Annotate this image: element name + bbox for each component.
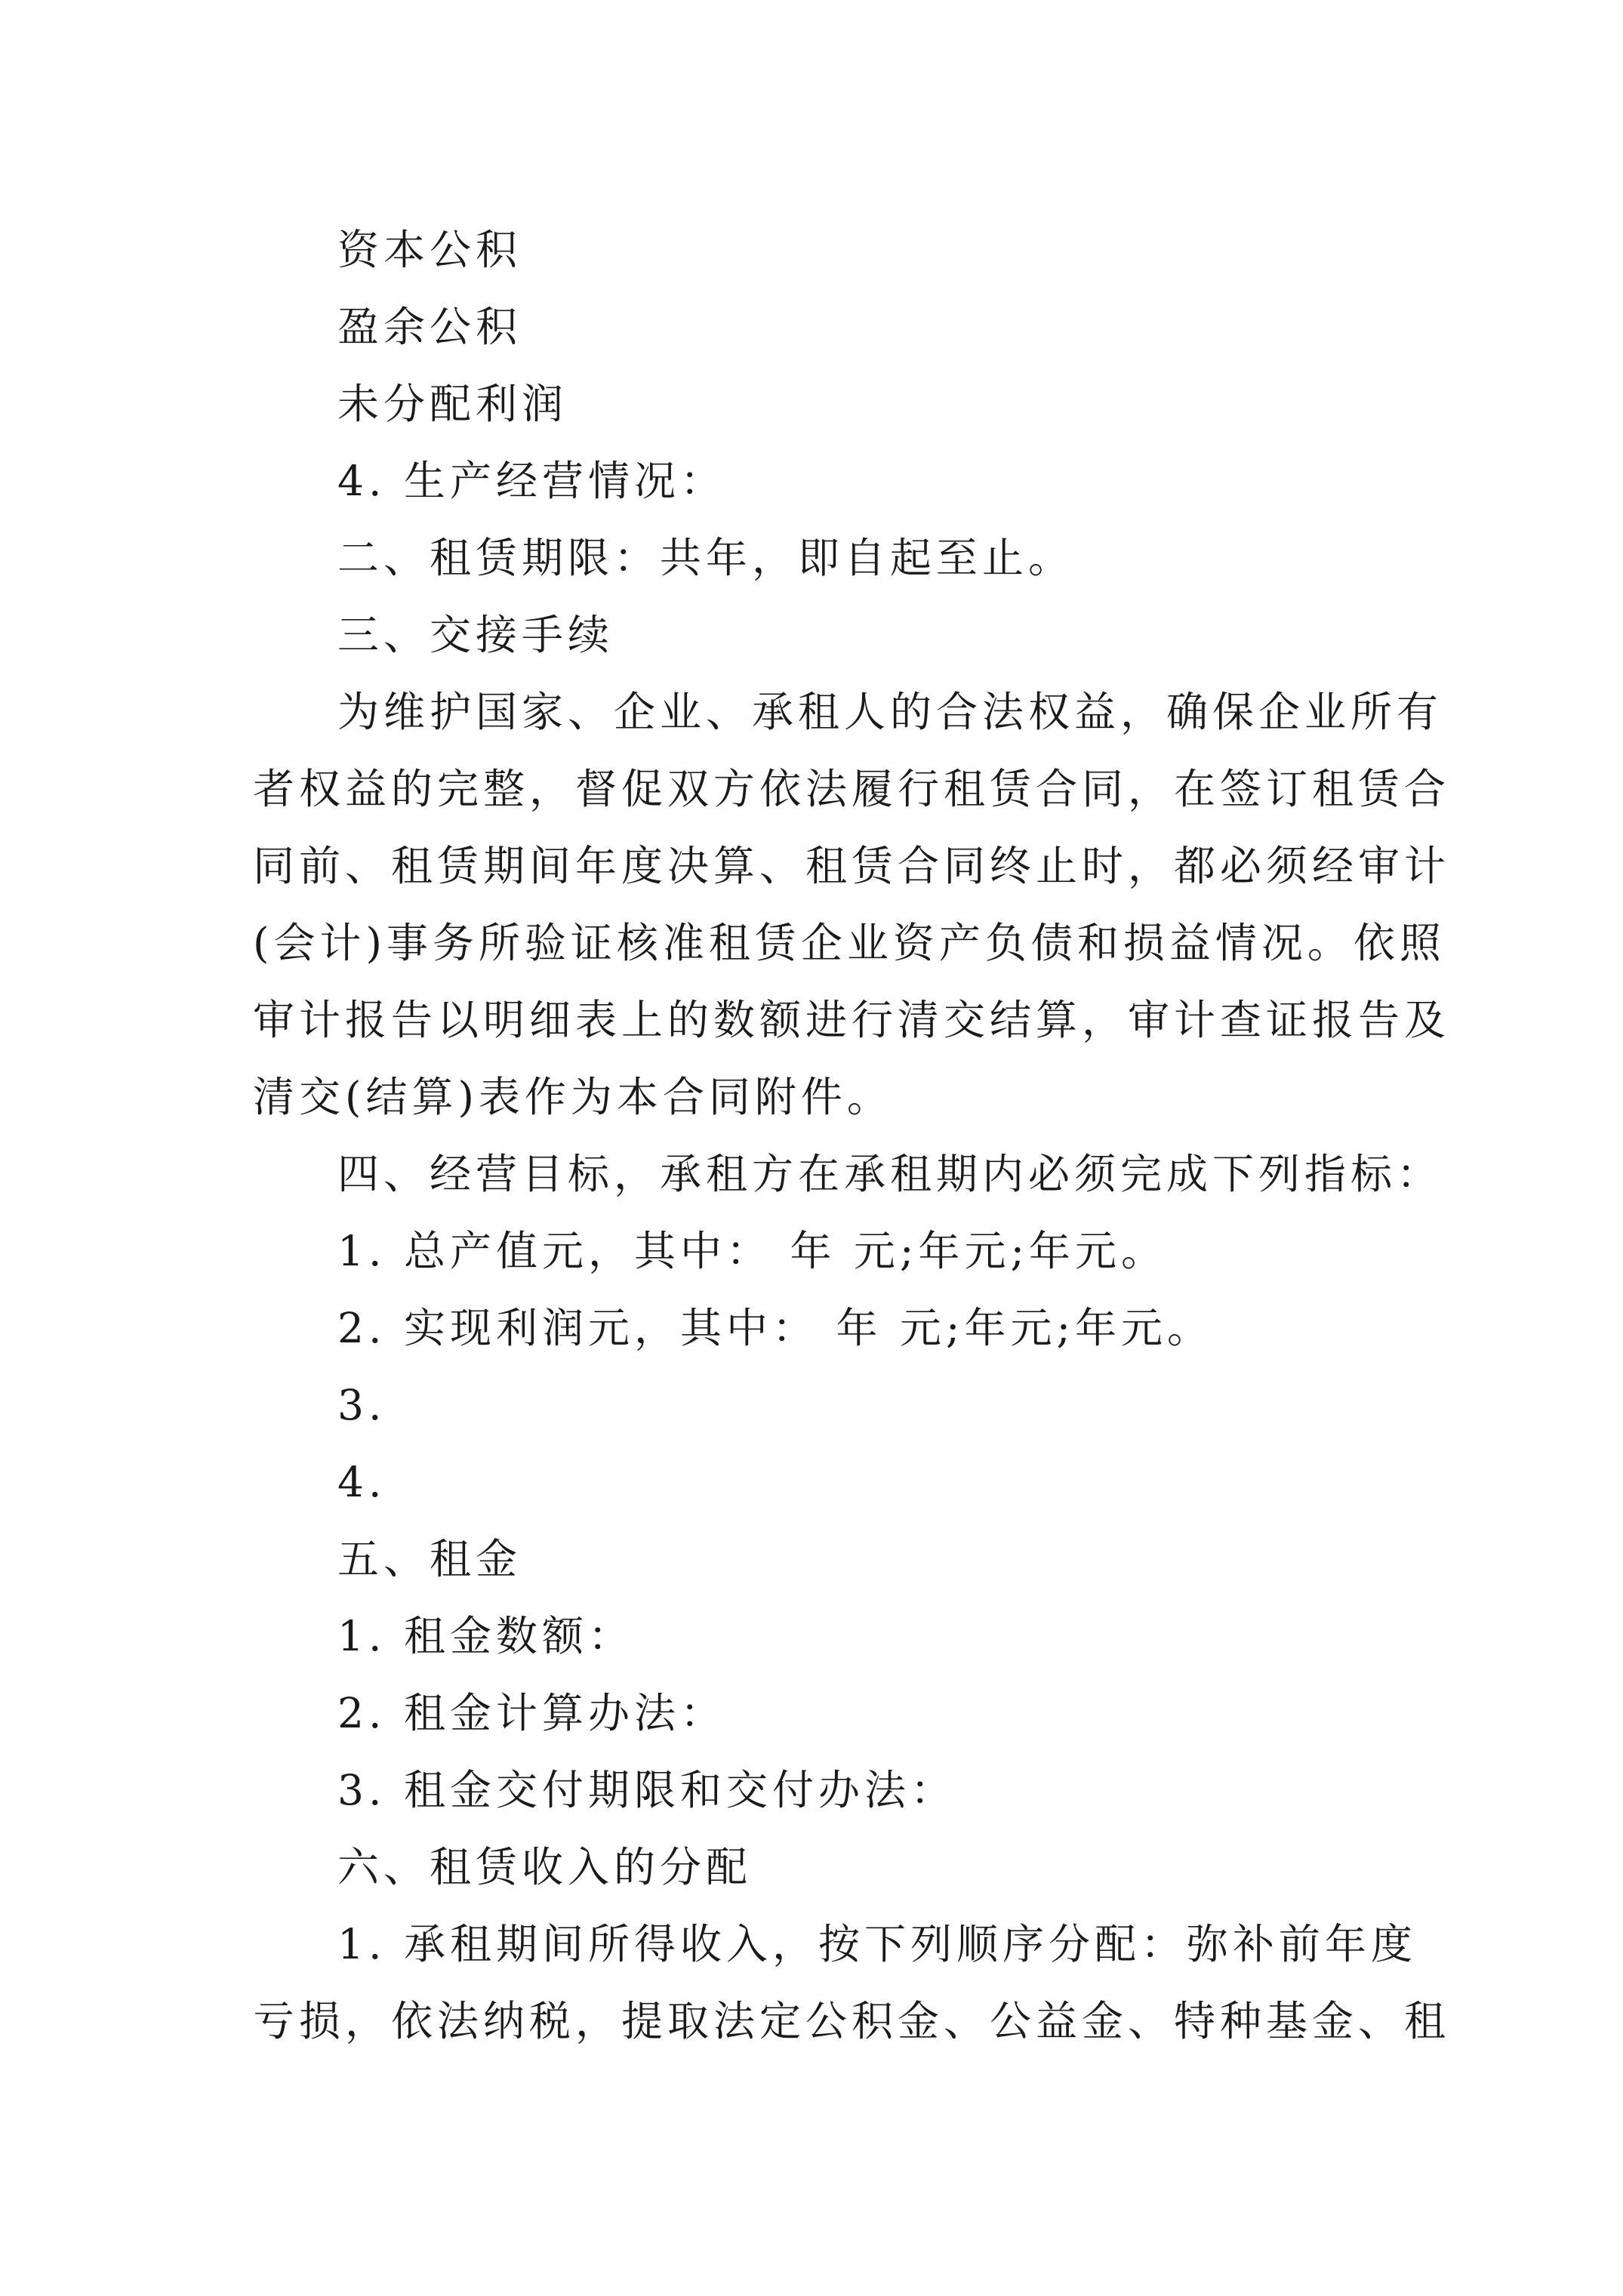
paragraph-line: 同前、租赁期间年度决算、租赁合同终止时，都必须经审计 xyxy=(253,842,1451,890)
paragraph-line: 审计报告以明细表上的数额进行清交结算，审计查证报告及 xyxy=(253,996,1451,1044)
rent-item-calculation: 2. 租金计算办法： xyxy=(337,1689,726,1737)
section-handover-heading: 三、交接手续 xyxy=(337,611,614,659)
section-rent-heading: 五、租金 xyxy=(337,1535,522,1583)
paragraph-line: 1. 承租期间所得收入，按下列顺序分配：弥补前年度 xyxy=(337,1920,1417,1968)
handover-paragraph xyxy=(253,673,1451,1136)
target-item-4: 4. xyxy=(337,1458,387,1506)
paragraph-line: 清交(结算)表作为本合同附件。 xyxy=(253,1073,893,1121)
target-item-profit: 2. 实现利润元，其中： 年 元;年元;年元。 xyxy=(337,1304,1213,1352)
paragraph-line: (会计)事务所验证核准租赁企业资产负债和损益情况。依照 xyxy=(253,919,1446,967)
line-production-status: 4. 生产经营情况： xyxy=(337,457,726,505)
document-body xyxy=(253,211,1451,2060)
section-targets-heading: 四、经营目标，承租方在承租期内必须完成下列指标： xyxy=(337,1150,1443,1198)
paragraph-line: 为维护国家、企业、承租人的合法权益，确保企业所有 xyxy=(337,688,1443,736)
line-capital-reserve: 资本公积 xyxy=(337,226,522,274)
income-paragraph xyxy=(253,1906,1451,2060)
paragraph-line: 者权益的完整，督促双方依法履行租赁合同，在签订租赁合 xyxy=(253,765,1451,813)
line-surplus-reserve: 盈余公积 xyxy=(337,303,522,351)
target-item-output: 1. 总产值元，其中： 年 元;年元;年元。 xyxy=(337,1227,1167,1275)
section-income-heading: 六、租赁收入的分配 xyxy=(337,1843,753,1891)
target-item-3: 3. xyxy=(337,1381,387,1429)
line-undistributed-profit: 未分配利润 xyxy=(337,380,568,428)
rent-item-payment: 3. 租金交付期限和交付办法： xyxy=(337,1766,956,1814)
section-lease-term: 二、租赁期限：共年，即自起至止。 xyxy=(337,534,1075,582)
paragraph-line: 亏损，依法纳税，提取法定公积金、公益金、特种基金、租 xyxy=(253,1997,1451,2045)
rent-item-amount: 1. 租金数额： xyxy=(337,1612,634,1660)
